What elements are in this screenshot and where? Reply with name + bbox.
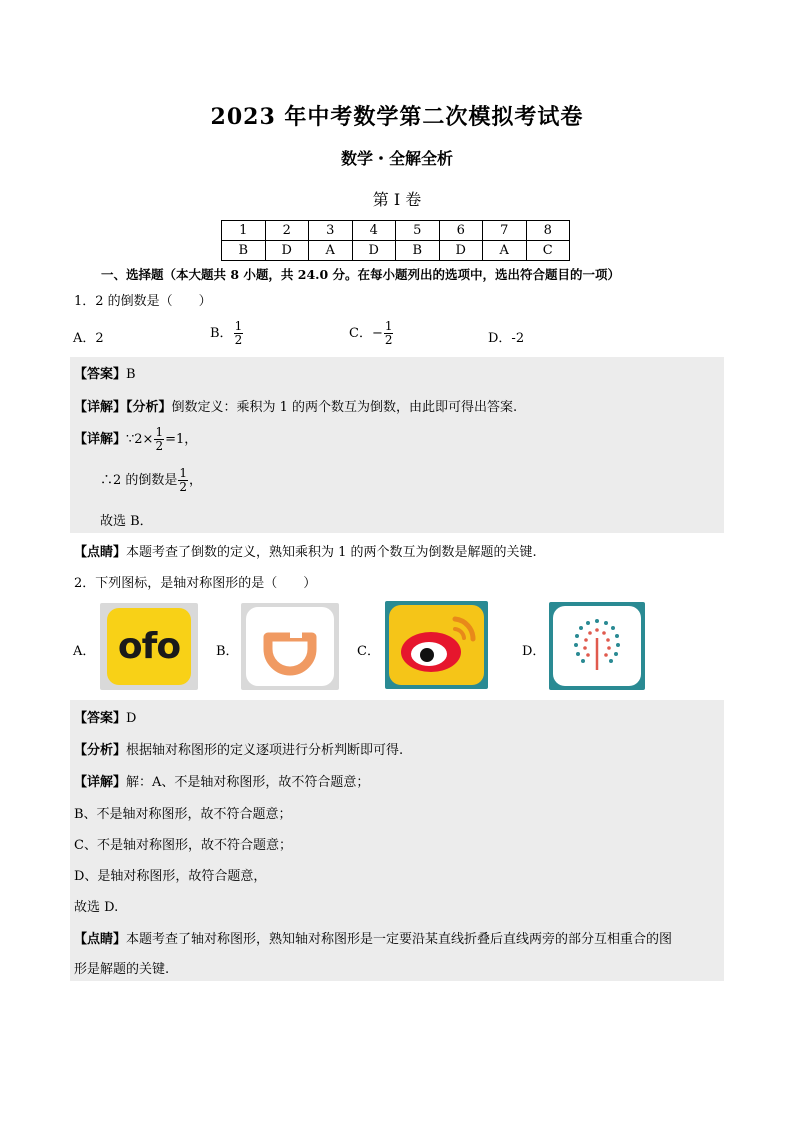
q1-comment [74,541,537,560]
q2-choose: 故选 D. [74,900,119,915]
table-cell: B [396,241,440,261]
weibo-logo-icon [385,601,488,689]
answer-table [221,220,570,261]
fraction-denominator: 2 [384,333,393,347]
table-cell: D [439,241,483,261]
option-label: B． [210,326,233,341]
q2-detail-d: D、是轴对称图形，故符合题意， [74,869,267,884]
table-cell: 7 [483,221,527,241]
q1-option-c [349,320,394,347]
q1-stem: 1．2 的倒数是（ ） [74,294,212,309]
q2-option-d-label: D． [522,644,546,659]
q2-detail-b: B、不是轴对称图形，故不符合题意； [74,807,292,822]
q2-option-c-label: C． [357,644,380,659]
q1-therefore [100,467,202,494]
table-cell: 4 [352,221,396,241]
table-cell: 8 [526,221,570,241]
comment-text: 本题考查了倒数的定义，熟知乘积为 1 的两个数互为倒数是解题的关键. [126,545,537,560]
q2-comment [74,928,672,947]
fraction-numerator: 1 [234,319,243,333]
detail-text: =1， [165,432,198,447]
fraction [234,320,244,347]
q1-option-b [210,320,244,347]
analysis-text: 倒数定义：乘积为 1 的两个数互为倒数，由此即可得出答案. [171,400,518,415]
table-cell: D [352,241,396,261]
option-label: C．− [349,326,383,341]
q2-answer [74,707,136,726]
fraction-denominator: 2 [155,439,164,453]
detail-tag: 【详解】 [74,775,127,790]
detail-text: ∵2× [126,432,154,447]
fraction-numerator: 1 [384,319,393,333]
didi-mark-icon [246,607,334,686]
answer-tag: 【答案】 [74,367,127,382]
dotted-tree-mark-icon [553,606,641,686]
q1-analysis [74,396,517,415]
ofo-logo-tile [107,608,191,685]
answer-table-answers-row [222,241,570,261]
q1-option-a: A．2 [73,331,104,346]
q2-option-b-label: B． [216,644,239,659]
comment-tag: 【点睛】 [74,932,127,947]
q2-stem: 2．下列图标，是轴对称图形的是（ ） [74,576,317,591]
volume-label: 第 I 卷 [372,190,422,209]
table-cell: C [526,241,570,261]
table-cell: A [309,241,353,261]
analysis-tag: 【详解】【分析】 [74,400,172,415]
dotted-tree-logo-tile [553,606,641,686]
answer-value: D [126,711,137,726]
comment-text: 本题考查了轴对称图形，熟知轴对称图形是一定要沿某直线折叠后直线两旁的部分互相重合的图 [126,932,673,947]
page-subtitle: 数学・全解全析 [340,149,453,168]
analysis-tag: 【分析】 [74,743,127,758]
detail-text: 解：A、不是轴对称图形，故不符合题意； [126,775,370,790]
therefore-text: ∴2 的倒数是 [100,473,178,488]
ofo-logo-text: ofo [117,626,181,667]
q2-option-a-label: A． [73,644,96,659]
weibo-logo-tile [389,605,484,685]
comment-tag: 【点睛】 [74,545,127,560]
fraction [154,426,164,453]
table-cell: 3 [309,221,353,241]
answer-value: B [126,367,136,382]
q1-answer [74,363,136,382]
answer-table-numbers-row [222,221,570,241]
analysis-text: 根据轴对称图形的定义逐项进行分析判断即可得. [126,743,404,758]
therefore-text: ， [189,473,203,488]
q1-option-d: D．-2 [488,331,525,346]
table-cell: D [265,241,309,261]
page-title: 2023 年中考数学第二次模拟考试卷 [210,104,584,130]
q2-comment-continued: 形是解题的关键. [74,962,170,977]
q1-choose: 故选 B． [100,514,153,529]
section-heading: 一、选择题（本大题共 8 小题，共 24.0 分。在每小题列出的选项中，选出符合题目的一项） [101,267,621,282]
fraction-numerator: 1 [155,425,164,439]
q1-detail [74,426,197,453]
didi-logo-tile [246,607,334,686]
fraction-denominator: 2 [234,333,243,347]
q2-detail-a [74,771,369,790]
table-cell: 1 [222,221,266,241]
q2-detail-c: C、不是轴对称图形，故不符合题意； [74,838,292,853]
didi-logo-icon [241,603,339,690]
ofo-logo-icon [100,603,198,690]
fraction-denominator: 2 [179,480,188,494]
fraction-numerator: 1 [179,466,188,480]
q2-analysis [74,739,403,758]
dotted-tree-logo-icon [549,602,645,690]
table-cell: 6 [439,221,483,241]
answer-tag: 【答案】 [74,711,127,726]
table-cell: A [483,241,527,261]
detail-tag: 【详解】 [74,432,127,447]
table-cell: B [222,241,266,261]
fraction [384,320,394,347]
table-cell: 5 [396,221,440,241]
weibo-eye-icon [389,605,484,685]
fraction [178,467,188,494]
table-cell: 2 [265,221,309,241]
